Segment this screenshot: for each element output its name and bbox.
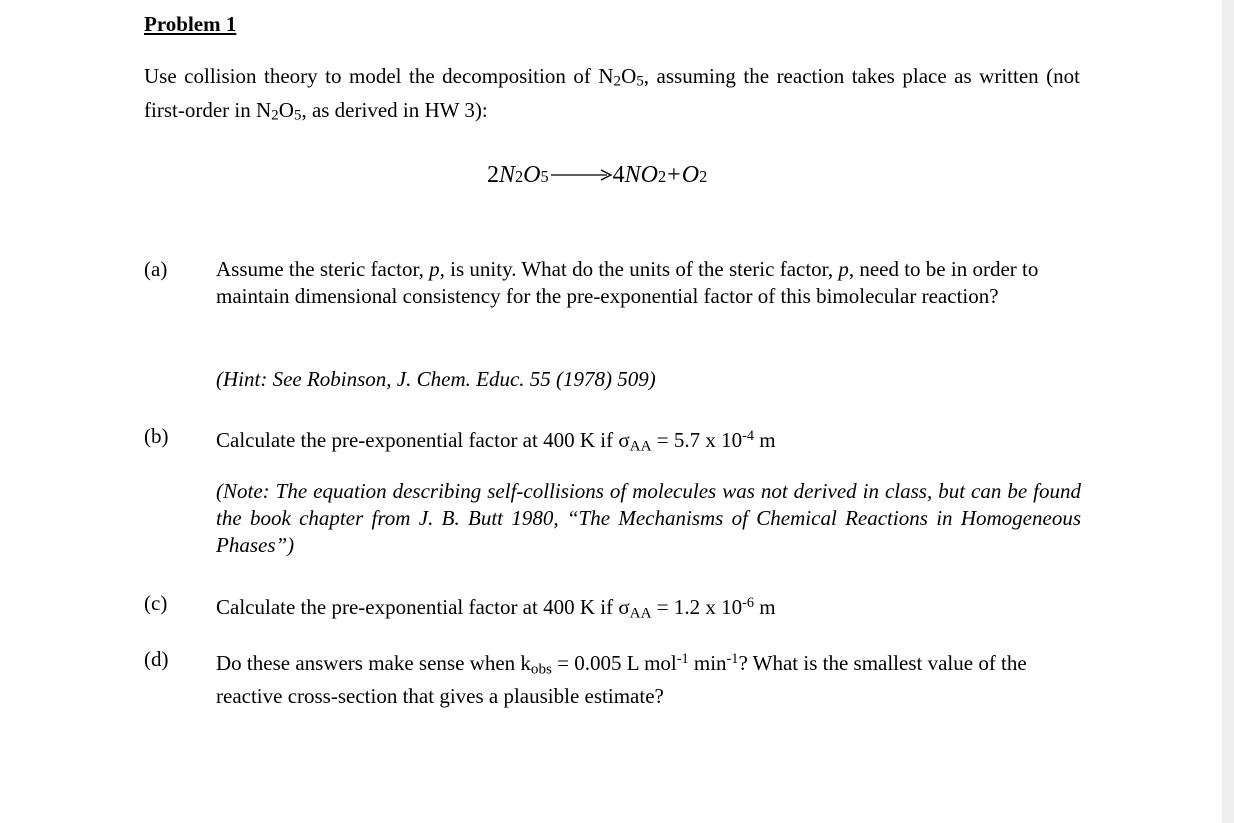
part-a-hint: (Hint: See Robinson, J. Chem. Educ. 55 (1978) 509): [216, 367, 656, 391]
part-d-question: Do these answers make sense when kobs = 0.005 L mol$^{-1}$ $\min^{-1}$? What is the smallest value of the reactive cross-section that gives a plausible estimate?: [216, 651, 1027, 709]
part-d-label: (d): [144, 647, 169, 671]
reaction-equation: 2 N 2 O 5 4 NO 2 + O 2: [487, 162, 708, 188]
intro-paragraph: Use collision theory to model the decomposition of N2O5, assuming the reaction takes place as written (not first-order in N2O5, as derived in HW 3):: [144, 64, 1080, 124]
part-b-question: Calculate the pre-exponential factor at 400 K if σAA = 5.7 x $10^{-4}$ m: [216, 428, 776, 455]
reaction-arrow-icon: [551, 168, 613, 182]
scrollbar-gutter[interactable]: [1222, 0, 1234, 823]
problem-title: Problem 1: [144, 12, 237, 36]
part-c-label: (c): [144, 591, 168, 615]
part-a-question: Assume the steric factor, p, is unity. What do the units of the steric factor, p, need to be in order to maintain dimensional consistency for the pre-exponential factor of this bimolecular reaction?: [216, 257, 1039, 308]
part-c-question: Calculate the pre-exponential factor at 400 K if σAA = 1.2 x $10^{-6}$ m: [216, 595, 776, 622]
part-b-label: (b): [144, 424, 169, 448]
part-b-note: (Note: The equation describing self-collisions of molecules was not derived in class, but can be found the book chapter from J. B. Butt 1980, “The Mechanisms of Chemical Reactions in Homogeneous Phases”): [216, 479, 1081, 557]
part-a-label: (a): [144, 257, 168, 281]
